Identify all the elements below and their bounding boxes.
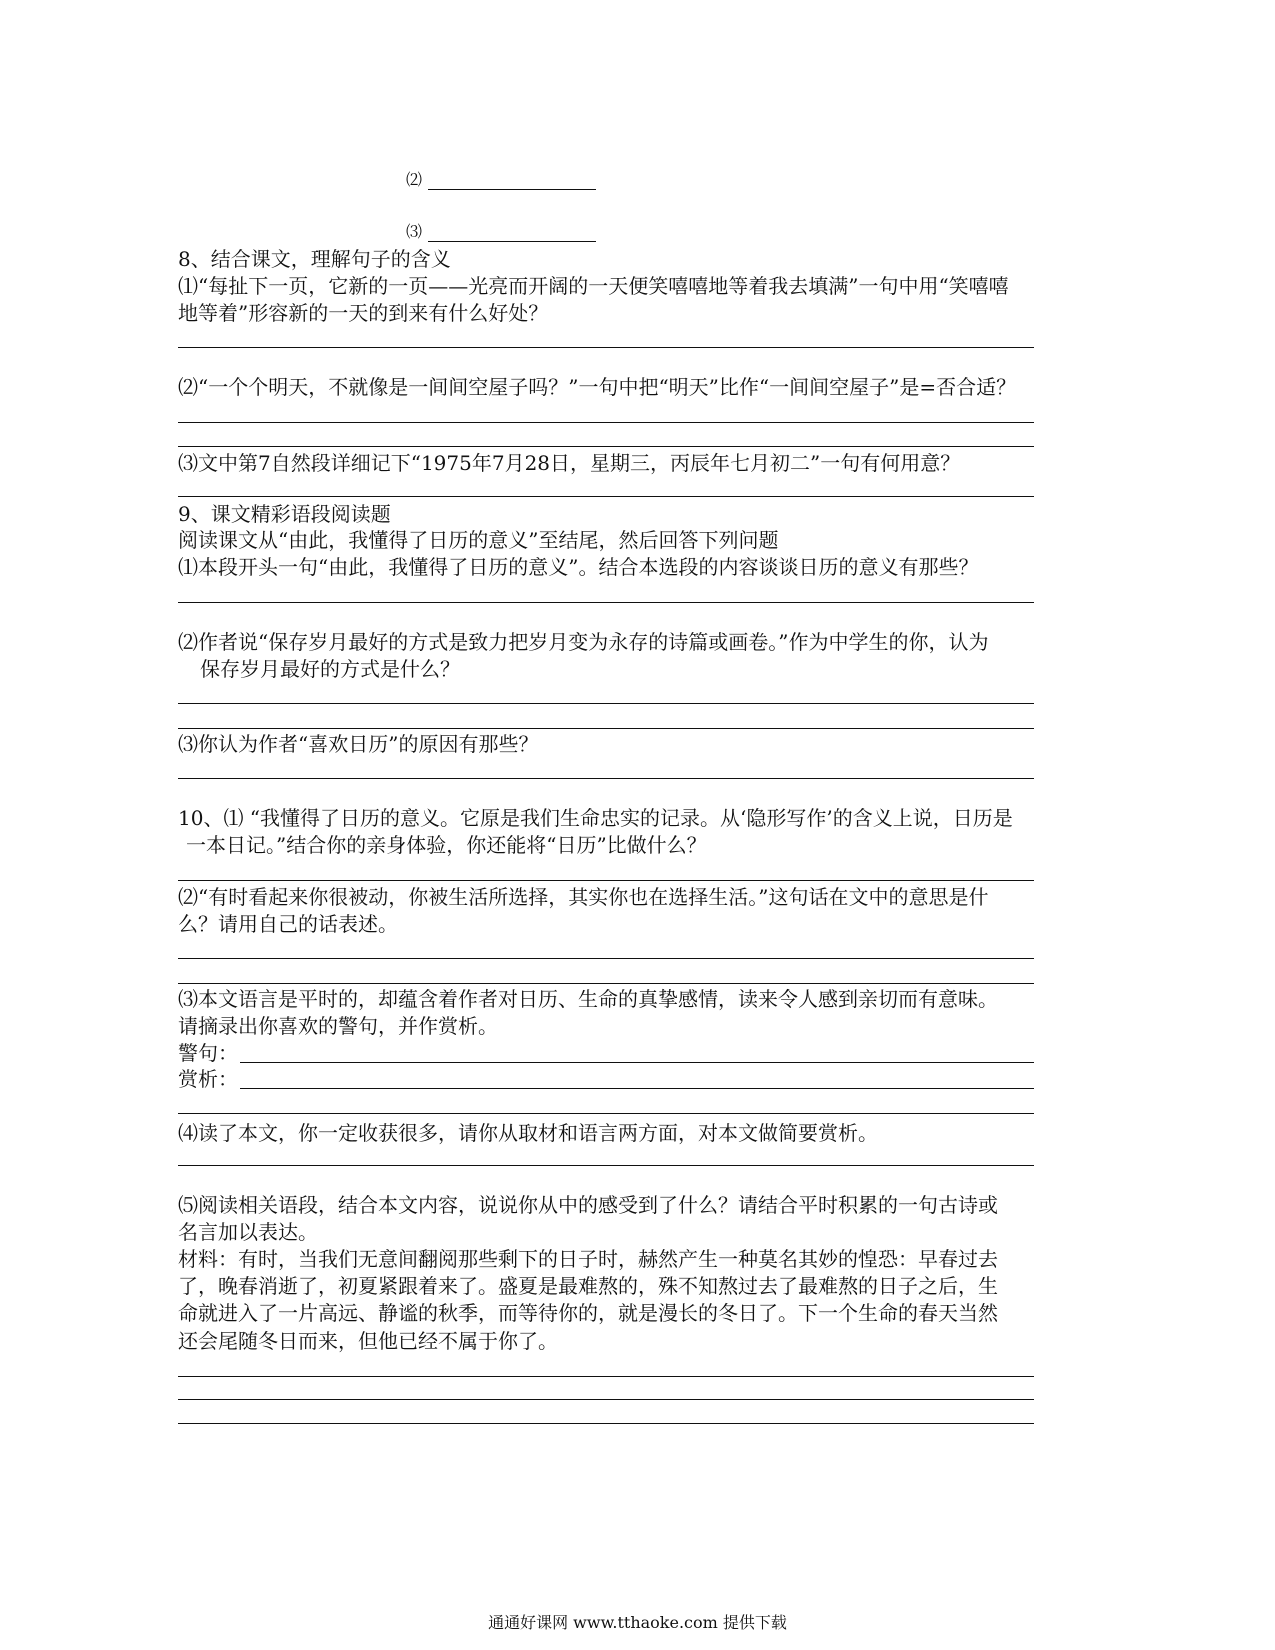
page-footer: 通通好课网 www.tthaoke.com 提供下载 bbox=[488, 1613, 787, 1632]
q8-heading: 8、结合课文，理解句子的含义 bbox=[178, 247, 451, 271]
q10-p5-line1: ⑸阅读相关语段，结合本文内容，说说你从中的感受到了什么？请结合平时积累的一句古诗或 bbox=[178, 1193, 998, 1217]
q7-item-2-label: ⑵ bbox=[406, 170, 423, 189]
q10-p3-line2: 请摘录出你喜欢的警句，并作赏析。 bbox=[178, 1014, 498, 1038]
q9-p2-line1: ⑵作者说“保存岁月最好的方式是致力把岁月变为永存的诗篇或画卷。”作为中学生的你，认为 bbox=[178, 630, 989, 654]
q9-p2-answer-line-1[interactable] bbox=[178, 703, 1034, 704]
q10-p1-line2: 一本日记。”结合你的亲身体验，你还能将“日历”比做什么？ bbox=[186, 833, 707, 857]
q8-p1-line2: 地等着”形容新的一天的到来有什么好处？ bbox=[178, 301, 549, 325]
q9-p1-answer-line[interactable] bbox=[178, 602, 1034, 603]
q10-material-line3: 命就进入了一片高远、静谧的秋季，而等待你的，就是漫长的冬日了。下一个生命的春天当然 bbox=[178, 1301, 998, 1325]
q8-p1-line1: ⑴“每扯下一页，它新的一页——光亮而开阔的一天便笑嘻嘻地等着我去填满”一句中用“笑嘻嘻 bbox=[178, 274, 1009, 298]
q9-p3-answer-line[interactable] bbox=[178, 778, 1034, 779]
q10-p5-answer-line-1[interactable] bbox=[178, 1376, 1034, 1377]
q9-p2-answer-line-2[interactable] bbox=[178, 728, 1034, 729]
q10-p2-line1: ⑵“有时看起来你很被动，你被生活所选择，其实你也在选择生活。”这句话在文中的意思是什 bbox=[178, 885, 989, 909]
q10-analysis-label: 赏析： bbox=[178, 1067, 238, 1091]
q9-p2-line2: 保存岁月最好的方式是什么？ bbox=[200, 657, 460, 681]
q8-p3: ⑶文中第7自然段详细记下“1975年7月28日，星期三，丙辰年七月初二”一句有何用意？ bbox=[178, 451, 961, 475]
q10-quote-label: 警句： bbox=[178, 1041, 238, 1065]
q10-quote-answer-line[interactable] bbox=[240, 1062, 1034, 1063]
q7-item-3-answer-line[interactable] bbox=[428, 241, 596, 242]
q10-analysis-answer-line[interactable] bbox=[240, 1088, 1034, 1089]
q10-material-line2: 了，晚春消逝了，初夏紧跟着来了。盛夏是最难熬的，殊不知熬过去了最难熬的日子之后，生 bbox=[178, 1274, 998, 1298]
q9-heading: 9、课文精彩语段阅读题 bbox=[178, 502, 391, 526]
q8-p2: ⑵“一个个明天，不就像是一间间空屋子吗？”一句中把“明天”比作“一间间空屋子”是=否合适？ bbox=[178, 375, 1017, 399]
q10-material-line1: 材料：有时，当我们无意间翻阅那些剩下的日子时，赫然产生一种莫名其妙的惶恐：早春过去 bbox=[178, 1247, 998, 1271]
q10-p2-line2: 么？请用自己的话表述。 bbox=[178, 912, 398, 936]
q8-p2-answer-line-1[interactable] bbox=[178, 422, 1034, 423]
q10-analysis-answer-line-2[interactable] bbox=[178, 1113, 1034, 1114]
q10-p5-answer-line-2[interactable] bbox=[178, 1399, 1034, 1400]
q10-p2-answer-line-1[interactable] bbox=[178, 958, 1034, 959]
q10-p1-answer-line[interactable] bbox=[178, 880, 1034, 881]
q7-item-2-answer-line[interactable] bbox=[428, 189, 596, 190]
q8-p1-answer-line[interactable] bbox=[178, 347, 1034, 348]
q10-p4: ⑷读了本文，你一定收获很多，请你从取材和语言两方面，对本文做简要赏析。 bbox=[178, 1121, 878, 1145]
q10-p5-line2: 名言加以表达。 bbox=[178, 1220, 318, 1244]
q9-p1: ⑴本段开头一句“由此，我懂得了日历的意义”。结合本选段的内容谈谈日历的意义有那些？ bbox=[178, 555, 979, 579]
q9-intro: 阅读课文从“由此，我懂得了日历的意义”至结尾，然后回答下列问题 bbox=[178, 528, 779, 552]
q8-p3-answer-line[interactable] bbox=[178, 496, 1034, 497]
q10-p2-answer-line-2[interactable] bbox=[178, 983, 1034, 984]
q10-p3-line1: ⑶本文语言是平时的，却蕴含着作者对日历、生命的真挚感情，读来令人感到亲切而有意味。 bbox=[178, 987, 998, 1011]
q8-p2-answer-line-2[interactable] bbox=[178, 446, 1034, 447]
q9-p3: ⑶你认为作者“喜欢日历”的原因有那些？ bbox=[178, 732, 539, 756]
q10-p1-line1: 10、⑴ “我懂得了日历的意义。它原是我们生命忠实的记录。从‘隐形写作’的含义上说，日历是 bbox=[178, 806, 1013, 830]
q7-item-3-label: ⑶ bbox=[406, 222, 423, 241]
q10-p5-answer-line-3[interactable] bbox=[178, 1423, 1034, 1424]
q10-material-line4: 还会尾随冬日而来，但他已经不属于你了。 bbox=[178, 1329, 558, 1353]
q10-p4-answer-line[interactable] bbox=[178, 1165, 1034, 1166]
